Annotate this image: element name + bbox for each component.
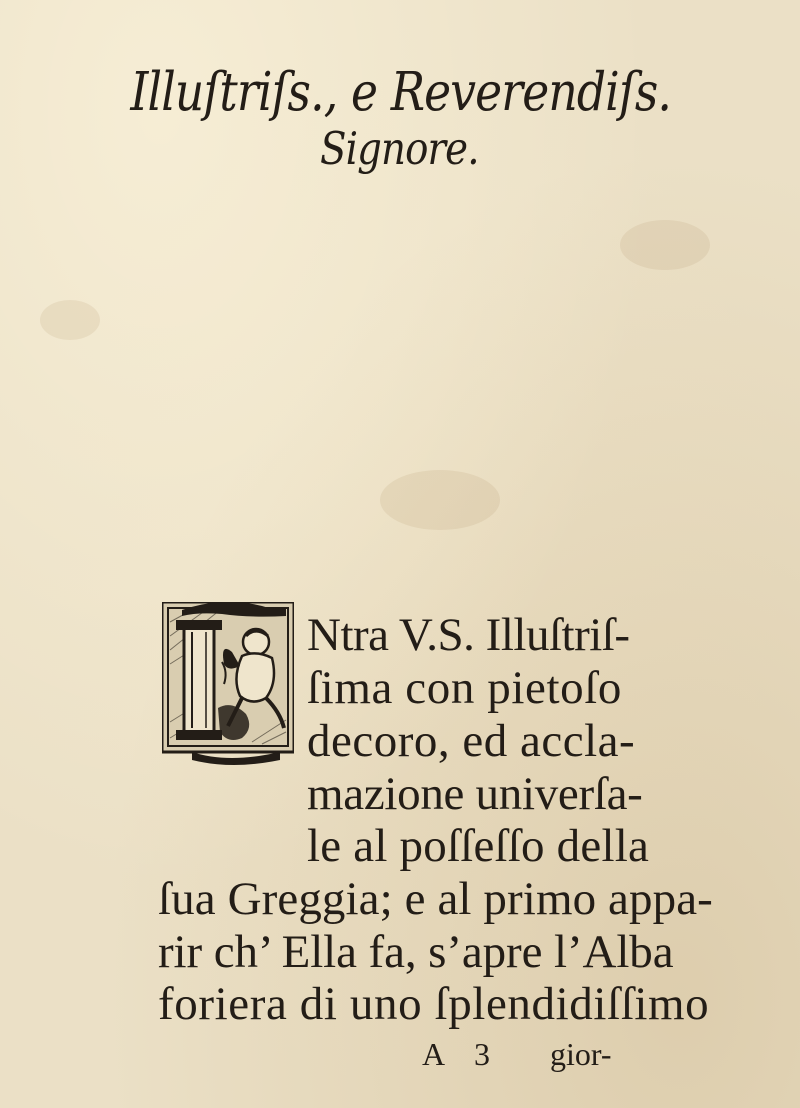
text-line-7: rir ch’ Ella fa, s’apre l’Alba: [158, 926, 674, 978]
catchword: gior-: [550, 1036, 612, 1072]
text-line-8: foriera di uno ſplendidiſſimo: [158, 978, 710, 1030]
text-line-4: mazione univerſa-: [307, 768, 643, 820]
dedication-heading: Illuſtriſs., e Reverendiſs.: [130, 62, 672, 123]
text-line-6: ſua Greggia; e al primo appa-: [158, 873, 713, 925]
paper-stain: [380, 470, 500, 530]
paper-stain: [40, 300, 100, 340]
signature-mark: A: [422, 1036, 446, 1072]
text-line-1: Ntra V.S. Illuſtriſ-: [307, 609, 630, 661]
dedication-salutation: Signore.: [319, 122, 479, 175]
text-line-5: le al poſſeſſo della: [307, 820, 650, 872]
paper-stain: [620, 220, 710, 270]
woodcut-initial-i-icon: [162, 602, 294, 770]
text-line-3: decoro, ed accla-: [307, 715, 636, 767]
decorated-initial-woodcut: [162, 602, 294, 770]
text-line-2: ſima con pietoſo: [307, 662, 623, 714]
page-number: 3: [474, 1036, 490, 1072]
